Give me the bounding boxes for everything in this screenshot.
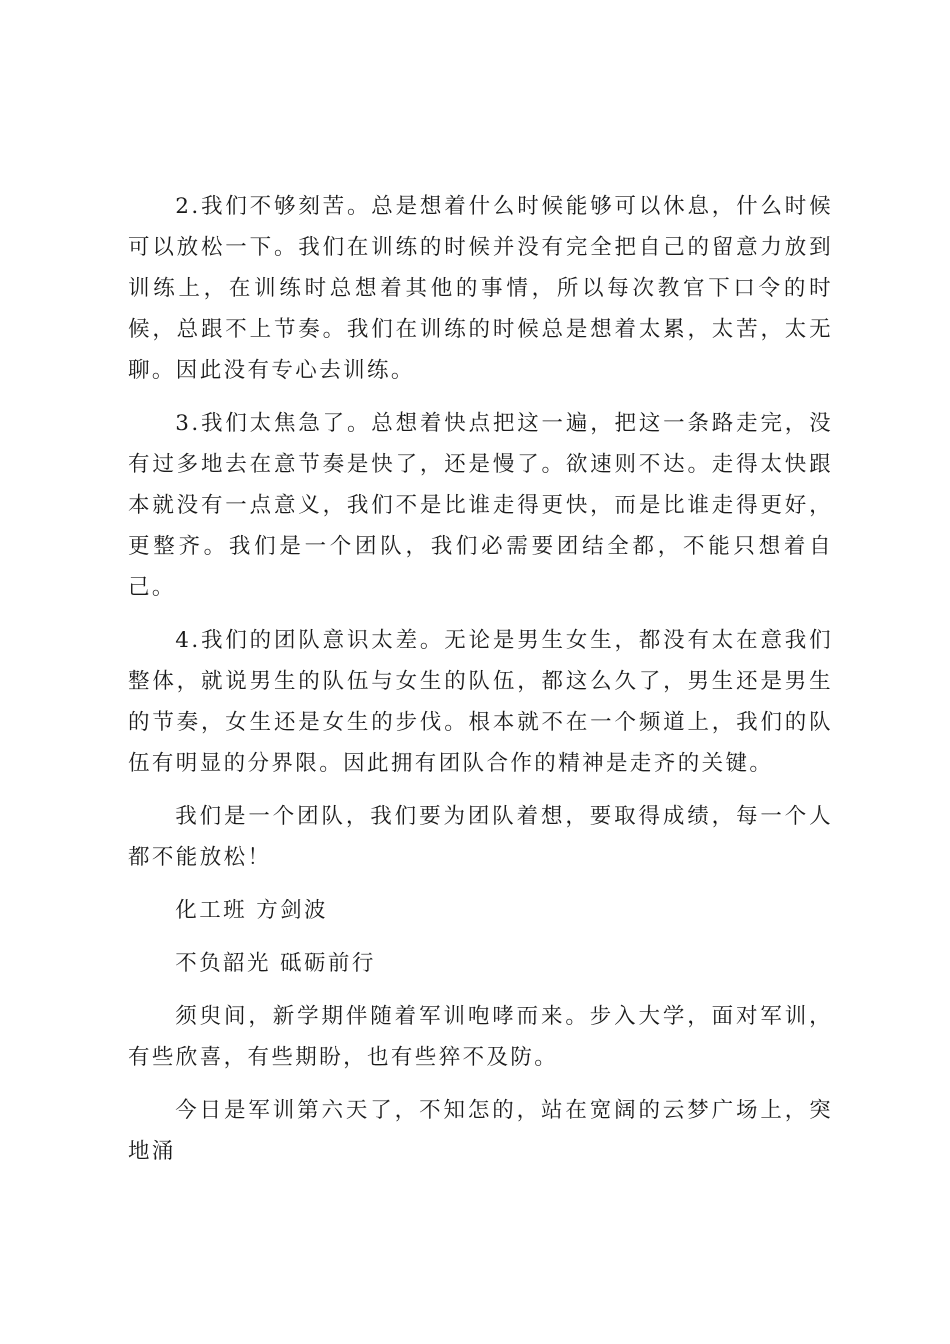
paragraph-point-2: 2.我们不够刻苦。总是想着什么时候能够可以休息，什么时候可以放松一下。我们在训练的时候并没有完全把自己的留意力放到训练上，在训练时总想着其他的事情，所以每次教官下口令的时候，总跟不上节奏。我们在训练的时候总是想着太累，太苦，太无聊。因此没有专心去训练。: [128, 194, 833, 383]
paragraph-point-4: 4.我们的团队意识太差。无论是男生女生，都没有太在意我们整体，就说男生的队伍与女生的队伍，都这么久了，男生还是男生的节奏，女生还是女生的步伐。根本就不在一个频道上，我们的队伍有明显的分界限。因此拥有团队合作的精神是走齐的关键。: [128, 628, 833, 776]
paragraph-day-six: 今日是军训第六天了，不知怎的，站在宽阔的云梦广场上，突地涌: [128, 1098, 833, 1164]
paragraph-conclusion: 我们是一个团队，我们要为团队着想，要取得成绩，每一个人都不能放松！: [128, 804, 833, 870]
paragraph-point-3: 3.我们太焦急了。总想着快点把这一遍，把这一条路走完，没有过多地去在意节奏是快了，还是慢了。欲速则不达。走得太快跟本就没有一点意义，我们不是比谁走得更快，而是比谁走得更好，更整齐。我们是一个团队，我们必需要团结全都，不能只想着自己。: [128, 411, 833, 600]
author-line: 化工班 方剑波: [175, 898, 328, 923]
essay-title: 不负韶光 砥砺前行: [175, 951, 376, 976]
paragraph-intro: 须臾间，新学期伴随着军训咆哮而来。步入大学，面对军训，有些欣喜，有些期盼，也有些猝不及防。: [128, 1004, 833, 1070]
document-body: [128, 186, 833, 1172]
